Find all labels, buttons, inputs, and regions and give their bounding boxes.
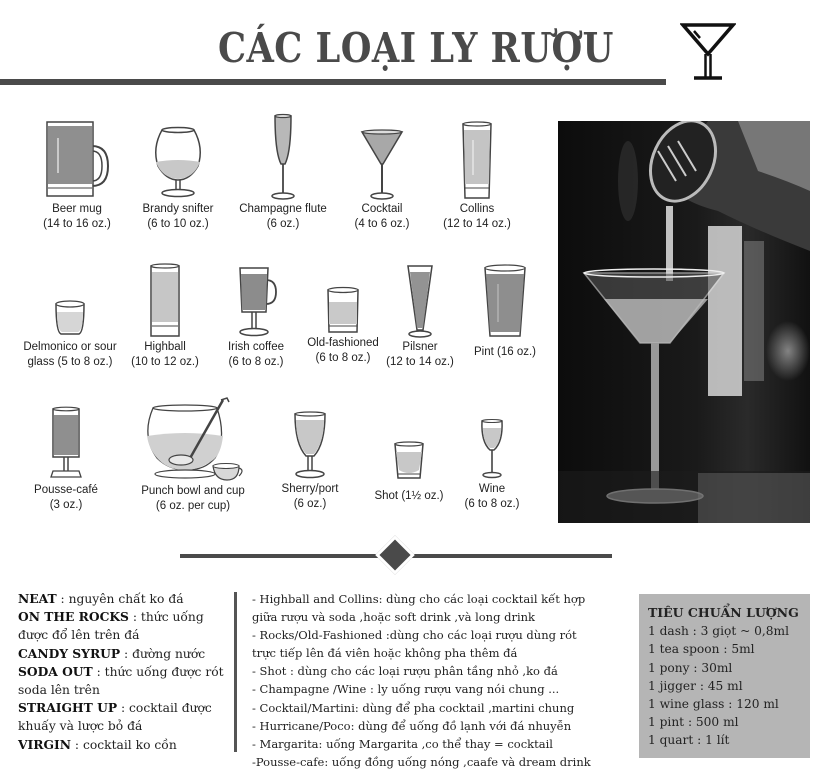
- glass-name: Highball: [144, 341, 186, 353]
- glass-size: (12 to 14 oz.): [386, 356, 454, 368]
- glass-size: (6 to 8 oz.): [315, 352, 371, 364]
- glass-irish-coffee: [216, 264, 296, 370]
- use-line: - Hurricane/Poco: dùng để uống đồ lạnh với đá nhuyễn: [252, 718, 572, 733]
- diamond-ornament-icon: [375, 535, 415, 575]
- glass-size: (12 to 14 oz.): [443, 218, 511, 230]
- champagne-flute-icon: [263, 112, 303, 202]
- glass-name: Irish coffee: [227, 341, 285, 353]
- highball-glass-icon: [148, 262, 182, 340]
- glass-size: (10 to 12 oz.): [131, 356, 199, 368]
- glass-size: (14 to 16 oz.): [43, 218, 111, 230]
- glass-sherry-port: [260, 410, 360, 512]
- term-def: : cocktail được khuấy và lược bỏ đá: [18, 701, 212, 734]
- use-line: - Cocktail/Martini: dùng để pha cocktail ,martini chung: [252, 700, 575, 715]
- measure-item: 1 quart : 1 lít: [648, 733, 730, 748]
- sherry-glass-icon: [292, 410, 328, 482]
- irish-coffee-glass-icon: [232, 264, 280, 340]
- glass-size: (3 oz.): [49, 499, 83, 511]
- term-def: : nguyên chất ko đá: [56, 592, 184, 606]
- measure-item: 1 pony : 30ml: [648, 660, 733, 675]
- measure-item: 1 jigger : 45 ml: [648, 678, 743, 693]
- use-line: - Champagne /Wine : ly uống rượu vang nói chung ...: [252, 682, 560, 697]
- term-label: CANDY SYRUP: [18, 645, 121, 661]
- use-line: - Margarita: uống Margarita ,co thể thay = cocktail: [252, 736, 553, 751]
- measures-heading: TIÊU CHUẨN LƯỢNG: [648, 605, 799, 620]
- glass-punch-bowl: [128, 396, 258, 514]
- glass-name: Collins: [459, 203, 495, 215]
- glass-size: (6 to 10 oz.): [147, 218, 209, 230]
- glass-name: Shot (1½ oz.): [374, 490, 444, 502]
- glass-size: (6 to 8 oz.): [464, 498, 520, 510]
- martini-glass-icon: [680, 20, 736, 82]
- glass-shot: [364, 440, 454, 504]
- term-item: [18, 645, 228, 663]
- page-title: CÁC LOẠI LY RƯỢU: [218, 24, 614, 72]
- pint-glass-icon: [482, 262, 528, 340]
- glass-collins: [432, 120, 522, 232]
- glass-pilsner: [375, 264, 465, 370]
- term-label: STRAIGHT UP: [18, 700, 118, 716]
- glass-name: Pilsner: [402, 341, 438, 353]
- measure-item: 1 pint : 500 ml: [648, 715, 739, 730]
- glass-size: (6 oz.): [293, 498, 327, 510]
- use-line: - Highball and Collins: dùng cho các loại cocktail kết hợp: [252, 592, 586, 606]
- glass-champagne-flute: [228, 112, 338, 232]
- measure-item: 1 tea spoon : 5ml: [648, 642, 755, 657]
- measure-item: 1 dash : 3 giọt ~ 0,8ml: [648, 624, 790, 639]
- glass-size: (4 to 6 oz.): [354, 218, 410, 230]
- glass-name: Pousse-café: [34, 484, 98, 496]
- term-def: : thức uống được rót soda lên trên: [18, 664, 224, 698]
- glass-name: Beer mug: [52, 203, 102, 215]
- term-item: [18, 736, 228, 754]
- pousse-cafe-glass-icon: [49, 405, 83, 483]
- cocktail-glass-icon: [358, 128, 406, 202]
- glass-name: Champagne flute: [239, 203, 327, 215]
- brandy-snifter-icon: [148, 118, 208, 202]
- term-def: : đường nước: [120, 646, 206, 661]
- glass-name: Pint (16 oz.): [474, 346, 536, 358]
- glass-beer-mug: [12, 118, 142, 232]
- glass-name: Wine: [478, 483, 506, 495]
- martini-pour-image: [558, 121, 810, 523]
- term-item: [18, 608, 228, 644]
- beer-mug-icon: [42, 118, 112, 202]
- glass-highball: [125, 262, 205, 370]
- glass-size: (6 oz.): [266, 218, 300, 230]
- glass-pousse-cafe: [20, 405, 112, 513]
- use-line: trực tiếp lên đá viên hoặc không pha thêm đá: [252, 646, 518, 661]
- measures-panel: [639, 594, 810, 758]
- glass-name: Punch bowl and cup: [141, 485, 245, 497]
- term-item: [18, 590, 228, 608]
- term-label: NEAT: [18, 591, 57, 606]
- punch-bowl-icon: [143, 396, 243, 484]
- terms-list: [18, 590, 228, 754]
- term-label: ON THE ROCKS: [18, 609, 129, 625]
- term-item: [18, 699, 228, 735]
- glass-name: Brandy snifter: [142, 203, 214, 215]
- term-item: [18, 663, 228, 699]
- old-fashioned-glass-icon: [325, 286, 361, 336]
- term-def: : thức uống được đổ lên trên đá: [18, 610, 204, 643]
- glass-size: (6 to 8 oz.): [228, 356, 284, 368]
- glass-name: Old-fashioned: [307, 337, 379, 349]
- measure-item: 1 wine glass : 120 ml: [648, 697, 779, 712]
- collins-glass-icon: [459, 120, 495, 202]
- glass-wine: [452, 418, 532, 512]
- glass-size: glass (5 to 8 oz.): [27, 356, 113, 368]
- term-label: VIRGIN: [18, 736, 72, 752]
- glass-brandy-snifter: [128, 118, 228, 232]
- use-line: - Rocks/Old-Fashioned :dùng cho các loại rượu dùng rót: [252, 628, 577, 643]
- glass-delmonico: [10, 298, 130, 370]
- bartender-photo: [558, 121, 810, 523]
- wine-glass-icon: [479, 418, 505, 482]
- term-def: : cocktail ko cồn: [71, 737, 177, 752]
- use-line: -Pousse-cafe: uống đồng uống nóng ,caafe và dream drink: [252, 754, 591, 769]
- glass-pint: [460, 262, 550, 360]
- shot-glass-icon: [392, 440, 426, 482]
- glass-cocktail: [342, 128, 422, 232]
- delmonico-glass-icon: [53, 298, 87, 338]
- glass-name: Cocktail: [361, 203, 403, 215]
- title-underline: [0, 79, 666, 85]
- term-label: SODA OUT: [18, 663, 93, 679]
- column-separator: [234, 592, 237, 752]
- glass-name: Sherry/port: [281, 483, 339, 495]
- pilsner-glass-icon: [404, 264, 436, 340]
- glass-size: (6 oz. per cup): [155, 500, 231, 512]
- glass-name: Delmonico or sour: [23, 341, 117, 353]
- use-line: - Shot : dùng cho các loại rượu phân tầng nhỏ ,ko đá: [252, 664, 558, 679]
- use-line: giữa rượu và soda ,hoặc soft drink ,và long drink: [252, 610, 536, 625]
- glass-uses-list: [252, 590, 632, 771]
